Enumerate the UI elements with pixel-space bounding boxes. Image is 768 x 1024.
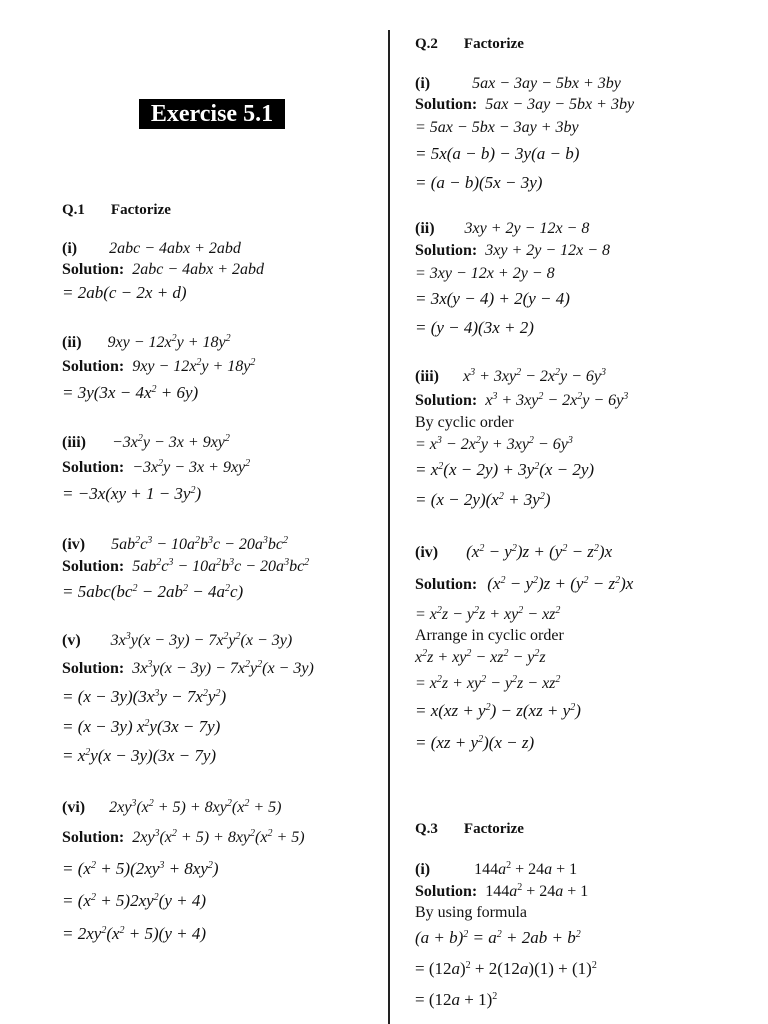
q1-vi-solution: Solution: $2xy^3(x^2 + 5) + 8xy^2(x^2 + 5)$: [62, 828, 305, 846]
q3-i-solution: Solution: $144a^2 + 24a + 1$: [415, 882, 589, 900]
q1-vi-problem: (vi) $2xy^3(x^2 + 5) + 8xy^2(x^2 + 5)$: [62, 798, 282, 816]
q2-i-step-2: = 5x(a − b) − 3y(a − b): [415, 144, 580, 163]
q2-iii-step-2: = $x^2(x - 2y) + 3y^2(x - 2y)$: [415, 460, 595, 479]
q1-v-step-1: = $(x - 3y)(3x^3y - 7x^2y^2)$: [62, 687, 227, 706]
math-expression: $x^3 + 3xy^2 - 2x^2y - 6y^3$: [485, 391, 629, 409]
q3-i-step-2: = $(12a + 1)^2$: [415, 990, 498, 1009]
q1-ii-solution: Solution: $9xy - 12x^2y + 18y^2$: [62, 357, 256, 375]
math-expression: $5ab^2c^3 - 10a^2b^3c - 20a^3bc^2$: [111, 535, 289, 553]
exercise-title: Exercise 5.1: [139, 99, 285, 129]
q2-iv-step-5: = $(xz + y^2)(x - z)$: [415, 733, 535, 752]
math-expression: $-3x^2y - 3x + 9xy^2$: [112, 433, 230, 451]
q1-ii-problem: (ii) $9xy - 12x^2y + 18y^2$: [62, 333, 231, 351]
q3-i-problem: (i) $144a^2 + 24a + 1$: [415, 860, 578, 878]
q1-v-solution: Solution: $3x^3y(x - 3y) - 7x^2y^2(x - 3y)$: [62, 659, 314, 677]
q2-ii-solution: Solution: 3xy + 2y − 12x − 8: [415, 242, 611, 259]
q2-heading: Q.2 Factorize: [415, 36, 524, 52]
math-expression: 5ax − 3ay − 5bx + 3by: [485, 96, 635, 113]
q1-iii-solution: Solution: $-3x^2y - 3x + 9xy^2$: [62, 458, 251, 476]
q2-iii-solution: Solution: $x^3 + 3xy^2 - 2x^2y - 6y^3$: [415, 391, 629, 409]
q3-heading: Q.3 Factorize: [415, 821, 524, 837]
q1-iii-step: = $-3x(xy + 1 - 3y^2)$: [62, 484, 202, 503]
q1-ii-step: = $3y(3x - 4x^2 + 6y)$: [62, 383, 199, 402]
q2-ii-step-1: = 3xy − 12x + 2y − 8: [415, 265, 555, 282]
q1-v-step-3: = $x^2y(x - 3y)(3x - 7y)$: [62, 746, 217, 765]
q2-iv-note: Arrange in cyclic order: [415, 627, 564, 644]
q2-i-step-1: = 5ax − 5bx − 3ay + 3by: [415, 119, 579, 136]
q2-iii-step-3: = $(x - 2y)(x^2 + 3y^2)$: [415, 490, 551, 509]
math-expression: 2abc − 4abx + 2abd: [132, 261, 265, 278]
math-expression: $144a^2 + 24a + 1$: [474, 860, 578, 878]
q2-i-solution: Solution: 5ax − 3ay − 5bx + 3by: [415, 96, 635, 113]
q2-ii-step-3: = (y − 4)(3x + 2): [415, 318, 534, 337]
math-expression: 2abc − 4abx + 2abd: [109, 240, 241, 257]
q2-iv-step-1: = $x^2z - y^2z + xy^2 - xz^2$: [415, 605, 561, 623]
math-expression: 3xy + 2y − 12x − 8: [464, 220, 590, 237]
math-expression: $3x^3y(x - 3y) - 7x^2y^2(x - 3y)$: [132, 659, 314, 677]
q2-iv-step-3: = $x^2z + xy^2 - y^2z - xz^2$: [415, 674, 561, 692]
math-expression: 5ax − 3ay − 5bx + 3by: [472, 75, 621, 92]
q1-vi-step-3: = $2xy^2(x^2 + 5)(y + 4)$: [62, 924, 207, 943]
q2-iii-note: By cyclic order: [415, 414, 514, 431]
q2-iv-step-4: = $x(xz + y^2) - z(xz + y^2)$: [415, 701, 581, 720]
q3-i-formula: $(a + b)^2 = a^2 + 2ab + b^2$: [415, 928, 581, 947]
q3-i-note: By using formula: [415, 904, 527, 921]
math-expression: $5ab^2c^3 - 10a^2b^3c - 20a^3bc^2$: [132, 557, 310, 575]
math-expression: $144a^2 + 24a + 1$: [485, 882, 589, 900]
q1-iv-step: = $5abc(bc^2 - 2ab^2 - 4a^2c)$: [62, 582, 244, 601]
math-expression: $9xy - 12x^2y + 18y^2$: [132, 357, 256, 375]
q2-iv-step-2: $x^2z + xy^2 - xz^2 - y^2z$: [415, 648, 546, 666]
q1-iii-problem: $(iii) -3x^2y - 3x + 9xy^2$: [62, 433, 230, 451]
q2-iii-problem: (iii) $x^3 + 3xy^2 - 2x^2y - 6y^3$: [415, 367, 607, 385]
math-expression: $x^3 + 3xy^2 - 2x^2y - 6y^3$: [463, 367, 607, 385]
math-expression: $3x^3y(x - 3y) - 7x^2y^2(x - 3y)$: [110, 631, 293, 649]
q1-heading: Q.1 Factorize: [62, 202, 171, 218]
q1-i-step: = 2ab(c − 2x + d): [62, 283, 187, 302]
q2-iii-step-1: = $x^3 - 2x^2y + 3xy^2 - 6y^3$: [415, 435, 573, 453]
math-expression: $2xy^3(x^2 + 5) + 8xy^2(x^2 + 5)$: [132, 828, 305, 846]
q1-v-step-2: = (x − 3y) $x^2y(3x - 7y)$: [62, 717, 221, 736]
q2-iv-solution: Solution: $(x^2 - y^2)z + (y^2 - z^2)x$: [415, 574, 634, 593]
q1-v-problem: (v) $3x^3y(x - 3y) - 7x^2y^2(x - 3y)$: [62, 631, 293, 649]
q1-iv-solution: Solution: $5ab^2c^3 - 10a^2b^3c - 20a^3bc^2$: [62, 557, 310, 575]
math-expression: $(x^2 - y^2)z + (y^2 - z^2)x$: [466, 542, 613, 561]
q1-vi-step-2: = $(x^2 + 5)2xy^2(y + 4)$: [62, 891, 207, 910]
q2-iv-problem: (iv) $(x^2 - y^2)z + (y^2 - z^2)x$: [415, 542, 613, 561]
math-expression: $9xy - 12x^2y + 18y^2$: [107, 333, 231, 351]
math-expression: $(x^2 - y^2)z + (y^2 - z^2)x$: [487, 574, 634, 593]
math-expression: 3xy + 2y − 12x − 8: [485, 242, 611, 259]
math-expression: $2xy^3(x^2 + 5) + 8xy^2(x^2 + 5)$: [109, 798, 282, 816]
q1-iv-problem: (iv) $5ab^2c^3 - 10a^2b^3c - 20a^3bc^2$: [62, 535, 289, 553]
q3-i-step-1: = $(12a)^2 + 2(12a)(1) + (1)^2$: [415, 959, 597, 978]
math-expression: $-3x^2y - 3x + 9xy^2$: [132, 458, 251, 476]
q2-ii-problem: (ii) 3xy + 2y − 12x − 8: [415, 220, 590, 237]
column-divider: [388, 30, 390, 1024]
q1-vi-step-1: = $(x^2 + 5)(2xy^3 + 8xy^2)$: [62, 859, 219, 878]
q1-i-problem: (i) 2abc − 4abx + 2abd: [62, 240, 241, 257]
q2-i-problem: (i) 5ax − 3ay − 5bx + 3by: [415, 75, 621, 92]
q1-i-solution: Solution: 2abc − 4abx + 2abd: [62, 261, 265, 278]
q2-i-step-3: = (a − b)(5x − 3y): [415, 173, 543, 192]
q2-ii-step-2: = 3x(y − 4) + 2(y − 4): [415, 289, 570, 308]
